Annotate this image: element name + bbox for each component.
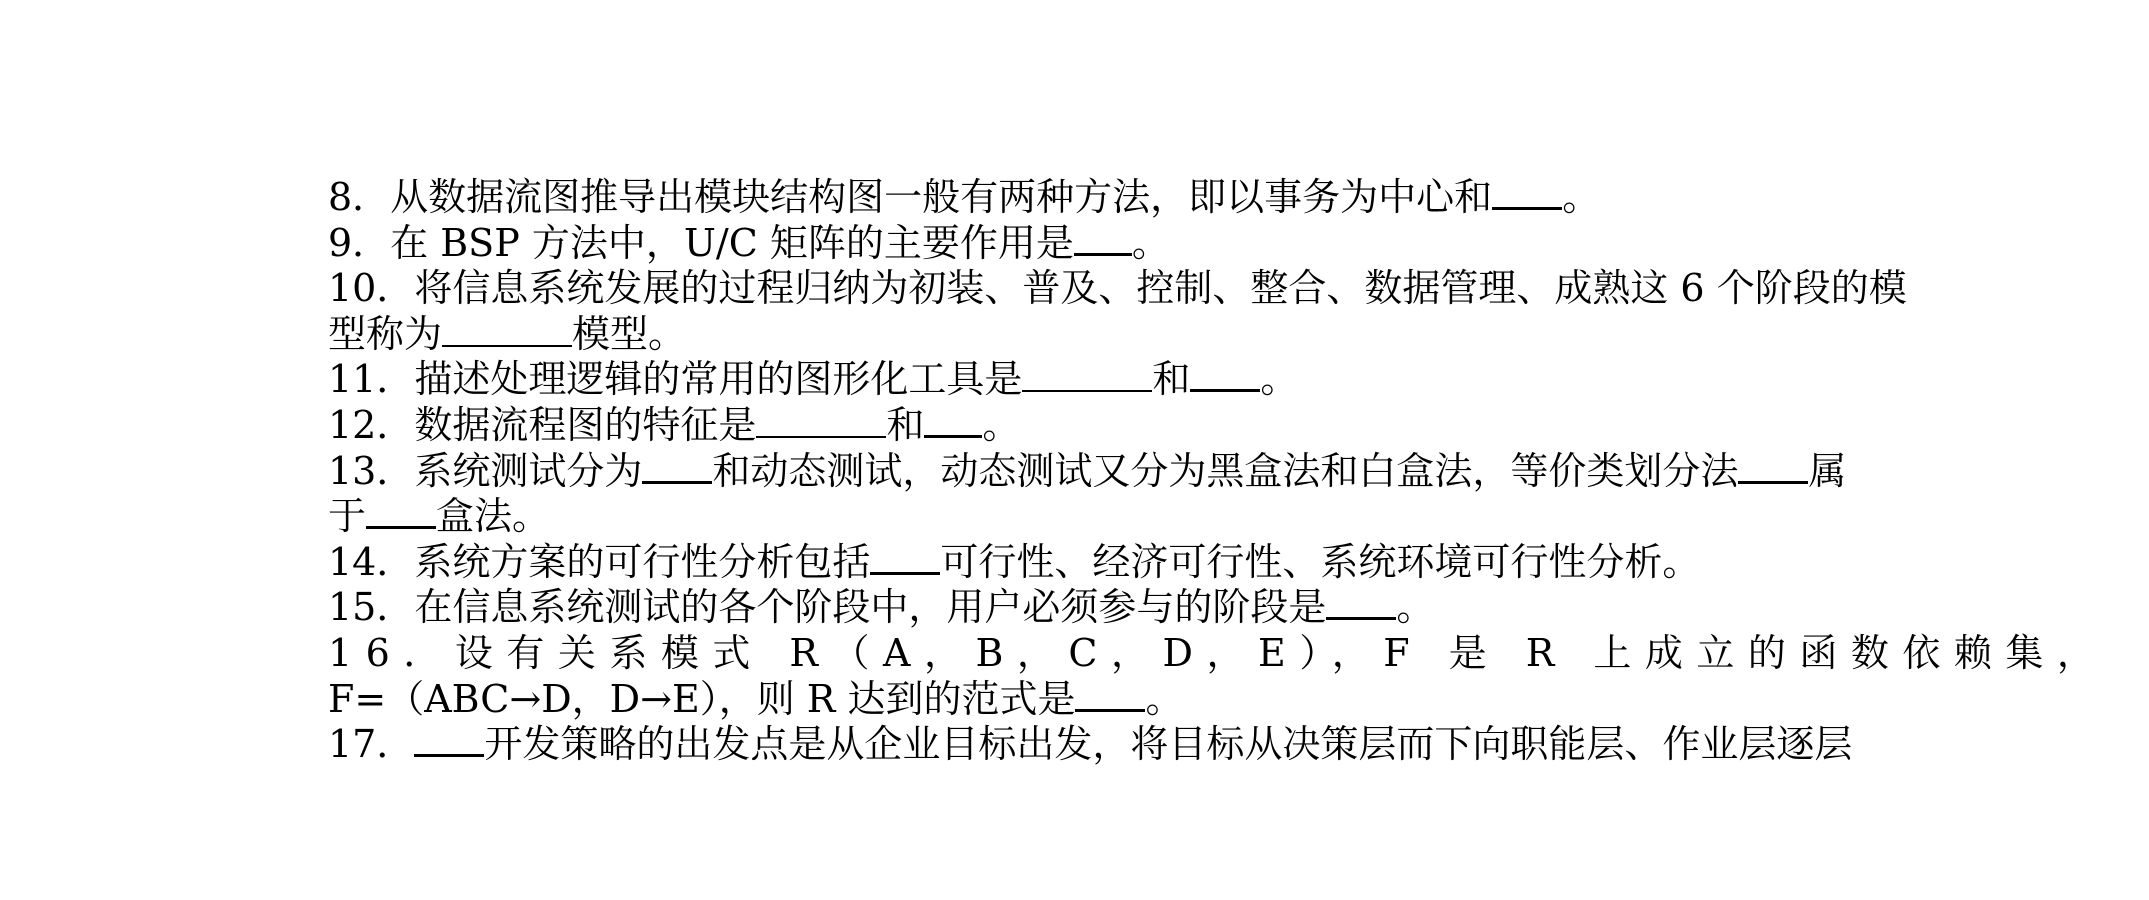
- question-17: [328, 722, 1853, 768]
- answer-blank[interactable]: [1190, 357, 1260, 392]
- question-text: 。: [1145, 676, 1184, 721]
- answer-blank[interactable]: [1022, 358, 1152, 392]
- answer-blank[interactable]: [756, 404, 886, 438]
- answer-blank[interactable]: [1326, 585, 1396, 620]
- question-text: 和动态测试，动态测试又分为黑盒法和白盒法，等价类划分法: [712, 448, 1739, 493]
- question-8: [328, 175, 1848, 221]
- question-text: 17．: [328, 722, 415, 767]
- question-text: 。: [1396, 585, 1435, 630]
- question-14: [328, 540, 1848, 586]
- question-11: [328, 357, 1848, 403]
- answer-blank[interactable]: [924, 403, 982, 438]
- question-text: 10．将信息系统发展的过程归纳为初装、普及、控制、整合、数据管理、成熟这 6 个阶段的模: [328, 266, 1907, 311]
- question-text: 8．从数据流图推导出模块结构图一般有两种方法，即以事务为中心和: [328, 175, 1493, 219]
- answer-blank[interactable]: [870, 540, 940, 575]
- question-9: [328, 221, 1848, 267]
- question-text: 和: [1152, 357, 1191, 402]
- question-10: [328, 266, 1907, 312]
- question-text: 。: [1562, 175, 1601, 219]
- question-text: 型称为: [328, 311, 443, 356]
- question-text: F=（ABC→D，D→E），则 R 达到的范式是: [328, 676, 1076, 721]
- question-text: 16．设有关系模式 R（A，B，C，D，E），F 是 R 上成立的函数依赖集，: [328, 630, 2109, 675]
- answer-blank[interactable]: [642, 449, 712, 484]
- question-text: 于: [328, 494, 367, 539]
- answer-blank[interactable]: [1074, 221, 1132, 256]
- answer-blank[interactable]: [1075, 677, 1145, 712]
- question-text: 11．描述处理逻辑的常用的图形化工具是: [328, 357, 1023, 402]
- question-text: 盒法。: [436, 494, 551, 539]
- question-10-continued: [328, 312, 1848, 358]
- question-text: 开发策略的出发点是从企业目标出发，将目标从决策层而下向职能层、作业层逐层: [484, 722, 1853, 767]
- question-text: 可行性、经济可行性、系统环境可行性分析。: [940, 539, 1701, 584]
- answer-blank[interactable]: [1492, 175, 1562, 210]
- question-15: [328, 585, 1848, 631]
- question-16-continued: [328, 677, 1848, 723]
- question-13-continued: [328, 494, 1848, 540]
- answer-blank[interactable]: [366, 494, 436, 529]
- answer-blank[interactable]: [442, 313, 572, 347]
- answer-blank[interactable]: [414, 722, 484, 757]
- question-text: 。: [1260, 357, 1299, 402]
- question-text: 12．数据流程图的特征是: [328, 402, 757, 447]
- question-text: 9．在 BSP 方法中，U/C 矩阵的主要作用是: [328, 220, 1074, 265]
- question-text: 属: [1808, 448, 1847, 493]
- question-text: 和: [886, 402, 925, 447]
- question-16: [328, 630, 2109, 677]
- question-text: 15．在信息系统测试的各个阶段中，用户必须参与的阶段是: [328, 585, 1327, 630]
- question-text: 13．系统测试分为: [328, 448, 643, 493]
- question-13: [328, 449, 1848, 495]
- question-text: 14．系统方案的可行性分析包括: [328, 539, 871, 584]
- question-list: [328, 175, 2109, 768]
- question-text: 。: [1131, 220, 1170, 265]
- question-text: 。: [982, 402, 1021, 447]
- question-12: [328, 403, 1848, 449]
- answer-blank[interactable]: [1738, 449, 1808, 484]
- question-text: 模型。: [572, 311, 687, 356]
